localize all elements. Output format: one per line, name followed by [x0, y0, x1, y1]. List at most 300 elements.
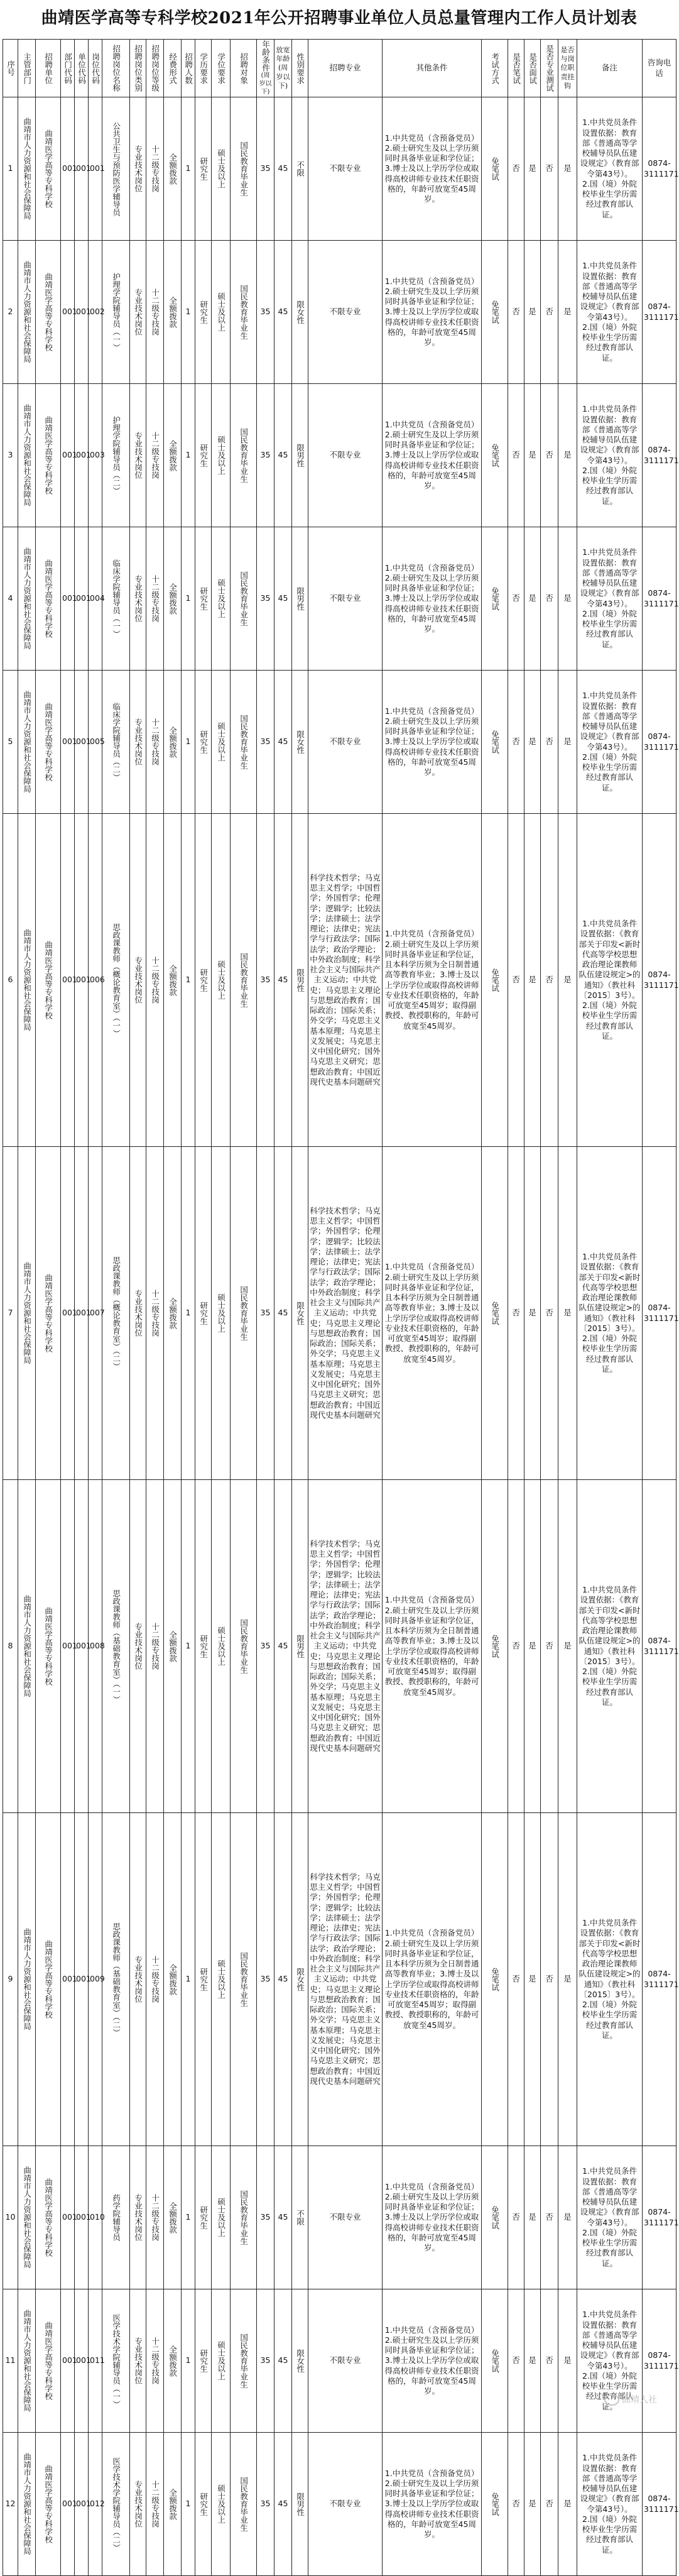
cell-phone: 0874-3111171: [643, 2433, 676, 2576]
cell-post-name: 护理学院辅导员（二）: [102, 384, 130, 527]
cell-other: 1.中共党员（含预备党员） 2.硕士研究生及以上学历须同时具备毕业证和学位证；3.博士及以上学历学位或取得高校讲师专业技术任职资格的，年龄可放宽至45周岁。: [383, 2289, 482, 2433]
cell-post-level: 十二级专技岗: [146, 527, 164, 671]
cell-post-level: 十二级专技岗: [146, 2146, 164, 2289]
cell-post-name: 护理学院辅导员（一）: [102, 241, 130, 384]
watermark: 曲靖人社: [604, 2393, 657, 2406]
header-edu: 学历要求: [195, 40, 212, 97]
cell-gender: 不限: [292, 2146, 308, 2289]
cell-major: 不限专业: [308, 97, 383, 241]
cell-age: 35: [257, 1147, 274, 1480]
cell-post-code: 007: [89, 1147, 102, 1480]
cell-edu: 研究生: [195, 2289, 212, 2433]
cell-count: 1: [182, 527, 195, 671]
cell-age: 35: [257, 2289, 274, 2433]
cell-major: 不限专业: [308, 2433, 383, 2576]
cell-post-code: 002: [89, 241, 102, 384]
header-jd: 是否与岗位职责挂钩: [558, 40, 577, 97]
cell-interview: 是: [524, 2433, 541, 2576]
cell-unit: 曲靖医学高等专科学校: [36, 814, 61, 1147]
header-seq: 序号: [3, 40, 18, 97]
cell-major: 不限专业: [308, 2289, 383, 2433]
cell-dept: 曲靖市人力资源和社会保障局: [18, 2433, 36, 2576]
cell-written: 否: [508, 2289, 524, 2433]
cell-remark: 1.中共党员条件设置依据：教育部《普通高等学校辅导员队伍建设规定》（教育部令第43号）。 2.国（境）外院校毕业生学历需经过教育部认证。: [577, 2146, 643, 2289]
cell-gender: 限女性: [292, 241, 308, 384]
table-row: [3, 97, 676, 241]
cell-degree: 硕士及以上: [212, 527, 231, 671]
cell-fund: 全额拨款: [164, 527, 182, 671]
cell-fund: 全额拨款: [164, 1147, 182, 1480]
cell-phone: 0874-3111171: [643, 1480, 676, 1813]
cell-jd: 是: [558, 1147, 577, 1480]
header-age-relaxed: 放宽年龄(周岁以下): [274, 40, 292, 97]
cell-unit: 曲靖医学高等专科学校: [36, 241, 61, 384]
cell-dept-code: 001: [61, 241, 75, 384]
cell-post-type: 专业技术岗位: [130, 2433, 146, 2576]
cell-jd: 是: [558, 97, 577, 241]
cell-age-relaxed: 45: [274, 814, 292, 1147]
cell-post-name: 公共卫生与预防医学辅导员: [102, 97, 130, 241]
cell-written: 否: [508, 2146, 524, 2289]
cell-post-type: 专业技术岗位: [130, 527, 146, 671]
cell-written: 否: [508, 1147, 524, 1480]
cell-age: 35: [257, 384, 274, 527]
header-written: 是否笔试: [508, 40, 524, 97]
header-phone: 咨询电话: [643, 40, 676, 97]
chat-bubble-icon: [604, 2394, 619, 2406]
cell-fund: 全额拨款: [164, 814, 182, 1147]
cell-source: 国民教育毕业生: [231, 2433, 257, 2576]
cell-fund: 全额拨款: [164, 1480, 182, 1813]
cell-age-relaxed: 45: [274, 1480, 292, 1813]
cell-source: 国民教育毕业生: [231, 814, 257, 1147]
cell-age: 35: [257, 241, 274, 384]
cell-seq: 10: [3, 2146, 18, 2289]
cell-written: 否: [508, 97, 524, 241]
table-row: [3, 2289, 676, 2433]
cell-age: 35: [257, 814, 274, 1147]
cell-skill: 否: [541, 97, 558, 241]
cell-remark: 1.中共党员条件设置依据：教育部《普通高等学校辅导员队伍建设规定》（教育部令第43号）。 2.国（境）外院校毕业生学历需经过教育部认证。: [577, 527, 643, 671]
cell-dept-code: 001: [61, 97, 75, 241]
cell-written: 否: [508, 671, 524, 814]
cell-dept-code: 001: [61, 671, 75, 814]
header-post-code: 岗位代码: [89, 40, 102, 97]
header-degree: 学位要求: [212, 40, 231, 97]
cell-dept: 曲靖市人力资源和社会保障局: [18, 1813, 36, 2146]
cell-gender: 限女性: [292, 2289, 308, 2433]
cell-skill: 否: [541, 1480, 558, 1813]
cell-count: 1: [182, 814, 195, 1147]
cell-other: 1.中共党员（含预备党员） 2.硕士研究生及以上学历须同时具备毕业证和学位证；3.博士及以上学历学位或取得高校讲师专业技术任职资格的，年龄可放宽至45周岁。: [383, 97, 482, 241]
cell-degree: 硕士及以上: [212, 241, 231, 384]
cell-gender: 限男性: [292, 2433, 308, 2576]
cell-dept: 曲靖市人力资源和社会保障局: [18, 2146, 36, 2289]
cell-degree: 硕士及以上: [212, 2146, 231, 2289]
cell-phone: 0874-3111171: [643, 1147, 676, 1480]
cell-seq: 11: [3, 2289, 18, 2433]
cell-source: 国民教育毕业生: [231, 2146, 257, 2289]
cell-unit-code: 001: [75, 1147, 89, 1480]
cell-unit-code: 001: [75, 1813, 89, 2146]
cell-post-type: 专业技术岗位: [130, 384, 146, 527]
cell-interview: 是: [524, 384, 541, 527]
cell-major: 不限专业: [308, 527, 383, 671]
cell-post-code: 003: [89, 384, 102, 527]
cell-age-relaxed: 45: [274, 384, 292, 527]
cell-degree: 硕士及以上: [212, 384, 231, 527]
cell-seq: 4: [3, 527, 18, 671]
cell-edu: 研究生: [195, 814, 212, 1147]
cell-other: 1.中共党员（含预备党员） 2.硕士研究生及以上学历须同时具备毕业证和学位证；3.博士及以上学历学位或取得高校讲师专业技术任职资格的，年龄可放宽至45周岁。: [383, 241, 482, 384]
cell-degree: 硕士及以上: [212, 671, 231, 814]
cell-seq: 5: [3, 671, 18, 814]
cell-written: 否: [508, 1813, 524, 2146]
cell-post-type: 专业技术岗位: [130, 671, 146, 814]
cell-written: 否: [508, 384, 524, 527]
cell-other: 1.中共党员（含预备党员） 2.硕士研究生及以上学历须同时具备毕业证和学位证，且本科学历须为全日制普通高等教育毕业；3.博士及以上学历学位或取得高校讲师专业技术任职资格的，年龄可放宽至45周岁；取得副教授、教授职称的，年龄可放宽至45周岁。: [383, 1147, 482, 1480]
cell-unit: 曲靖医学高等专科学校: [36, 384, 61, 527]
cell-edu: 研究生: [195, 1480, 212, 1813]
cell-skill: 否: [541, 814, 558, 1147]
cell-source: 国民教育毕业生: [231, 1480, 257, 1813]
cell-age: 35: [257, 2146, 274, 2289]
cell-post-level: 十二级专技岗: [146, 671, 164, 814]
cell-post-code: 004: [89, 527, 102, 671]
cell-interview: 是: [524, 97, 541, 241]
cell-edu: 研究生: [195, 1147, 212, 1480]
cell-gender: 限女性: [292, 1147, 308, 1480]
cell-count: 1: [182, 2433, 195, 2576]
header-other: 其他条件: [383, 40, 482, 97]
cell-unit: 曲靖医学高等专科学校: [36, 1813, 61, 2146]
cell-exam: 免笔试: [482, 527, 508, 671]
cell-dept: 曲靖市人力资源和社会保障局: [18, 384, 36, 527]
cell-unit-code: 001: [75, 814, 89, 1147]
cell-post-name: 思政课教师（概论教育室）（一）: [102, 814, 130, 1147]
cell-post-level: 十二级专技岗: [146, 1147, 164, 1480]
cell-post-level: 十二级专技岗: [146, 241, 164, 384]
cell-interview: 是: [524, 241, 541, 384]
cell-seq: 8: [3, 1480, 18, 1813]
cell-jd: 是: [558, 2146, 577, 2289]
cell-post-level: 十二级专技岗: [146, 1813, 164, 2146]
cell-post-type: 专业技术岗位: [130, 97, 146, 241]
cell-age-relaxed: 45: [274, 1813, 292, 2146]
recruitment-plan-table: [3, 39, 679, 2576]
cell-seq: 12: [3, 2433, 18, 2576]
cell-post-code: 012: [89, 2433, 102, 2576]
cell-post-name: 医学技术学院辅导员（二）: [102, 2433, 130, 2576]
cell-gender: 限男性: [292, 814, 308, 1147]
cell-count: 1: [182, 97, 195, 241]
table-row: [3, 2433, 676, 2576]
cell-jd: 是: [558, 2433, 577, 2576]
cell-exam: 免笔试: [482, 1480, 508, 1813]
cell-degree: 硕士及以上: [212, 1147, 231, 1480]
header-dept: 主管部门: [18, 40, 36, 97]
cell-age: 35: [257, 1480, 274, 1813]
cell-fund: 全额拨款: [164, 1813, 182, 2146]
cell-remark: 1.中共党员条件设置依据：《教育部关于印发<新时代高等学校思想政治理论课教师队伍建设规定>的通知》（教社科〔2015〕3号）。 2.国（境）外院校毕业生学历需经过教育部认证。: [577, 814, 643, 1147]
cell-degree: 硕士及以上: [212, 1480, 231, 1813]
cell-count: 1: [182, 241, 195, 384]
cell-seq: 2: [3, 241, 18, 384]
cell-jd: 是: [558, 1813, 577, 2146]
cell-exam: 免笔试: [482, 671, 508, 814]
cell-phone: 0874-3111171: [643, 814, 676, 1147]
table-row: [3, 671, 676, 814]
cell-edu: 研究生: [195, 241, 212, 384]
cell-dept: 曲靖市人力资源和社会保障局: [18, 2289, 36, 2433]
cell-exam: 免笔试: [482, 2433, 508, 2576]
cell-edu: 研究生: [195, 97, 212, 241]
cell-degree: 硕士及以上: [212, 814, 231, 1147]
header-source: 招聘对象: [231, 40, 257, 97]
cell-dept-code: 001: [61, 384, 75, 527]
cell-age: 35: [257, 671, 274, 814]
cell-major: 不限专业: [308, 384, 383, 527]
cell-age: 35: [257, 97, 274, 241]
cell-degree: 硕士及以上: [212, 2433, 231, 2576]
cell-written: 否: [508, 1480, 524, 1813]
cell-phone: 0874-3111171: [643, 384, 676, 527]
cell-fund: 全额拨款: [164, 241, 182, 384]
header-age: 年龄条件 (周岁以下): [257, 40, 274, 97]
header-remark: 备注: [577, 40, 643, 97]
cell-post-name: 思政课教师（概论教育室）（二）: [102, 1147, 130, 1480]
cell-post-level: 十二级专技岗: [146, 2289, 164, 2433]
cell-post-code: 006: [89, 814, 102, 1147]
header-post-name: 招聘岗位名称: [102, 40, 130, 97]
cell-count: 1: [182, 2289, 195, 2433]
cell-major: 不限专业: [308, 241, 383, 384]
cell-dept: 曲靖市人力资源和社会保障局: [18, 814, 36, 1147]
table-row: [3, 384, 676, 527]
cell-skill: 否: [541, 384, 558, 527]
cell-source: 国民教育毕业生: [231, 1813, 257, 2146]
cell-post-type: 专业技术岗位: [130, 1813, 146, 2146]
cell-post-type: 专业技术岗位: [130, 1147, 146, 1480]
header-exam: 考试方式: [482, 40, 508, 97]
cell-age-relaxed: 45: [274, 2433, 292, 2576]
cell-unit-code: 001: [75, 97, 89, 241]
cell-count: 1: [182, 384, 195, 527]
header-unit-code: 单位代码: [75, 40, 89, 97]
cell-fund: 全额拨款: [164, 97, 182, 241]
cell-dept: 曲靖市人力资源和社会保障局: [18, 1480, 36, 1813]
cell-age-relaxed: 45: [274, 97, 292, 241]
cell-degree: 硕士及以上: [212, 2289, 231, 2433]
cell-unit: 曲靖医学高等专科学校: [36, 2433, 61, 2576]
cell-post-name: 临床学院辅导员（一）: [102, 527, 130, 671]
cell-dept-code: 001: [61, 2433, 75, 2576]
cell-source: 国民教育毕业生: [231, 1147, 257, 1480]
header-post-type: 招聘岗位类别: [130, 40, 146, 97]
cell-post-code: 008: [89, 1480, 102, 1813]
cell-post-name: 思政课教师（基础教育室）（二）: [102, 1813, 130, 2146]
cell-unit-code: 001: [75, 2146, 89, 2289]
cell-fund: 全额拨款: [164, 2146, 182, 2289]
header-unit: 招聘单位: [36, 40, 61, 97]
cell-source: 国民教育毕业生: [231, 384, 257, 527]
cell-dept: 曲靖市人力资源和社会保障局: [18, 1147, 36, 1480]
cell-unit-code: 001: [75, 2433, 89, 2576]
cell-exam: 免笔试: [482, 1813, 508, 2146]
cell-dept: 曲靖市人力资源和社会保障局: [18, 97, 36, 241]
cell-jd: 是: [558, 671, 577, 814]
cell-post-type: 专业技术岗位: [130, 814, 146, 1147]
cell-unit-code: 001: [75, 2289, 89, 2433]
header-skill: 是否专业测试: [541, 40, 558, 97]
cell-phone: 0874-3111171: [643, 671, 676, 814]
cell-interview: 是: [524, 2146, 541, 2289]
cell-phone: 0874-3111171: [643, 241, 676, 384]
cell-dept-code: 001: [61, 1147, 75, 1480]
cell-other: 1.中共党员（含预备党员） 2.硕士研究生及以上学历须同时具备毕业证和学位证；3.博士及以上学历学位或取得高校讲师专业技术任职资格的，年龄可放宽至45周岁。: [383, 527, 482, 671]
header-count: 招聘人数: [182, 40, 195, 97]
cell-exam: 免笔试: [482, 2289, 508, 2433]
cell-post-code: 010: [89, 2146, 102, 2289]
cell-gender: 限女性: [292, 671, 308, 814]
table-header-row: [3, 40, 676, 97]
cell-remark: 1.中共党员条件设置依据：教育部《普通高等学校辅导员队伍建设规定》（教育部令第43号）。 2.国（境）外院校毕业生学历需经过教育部认证。: [577, 97, 643, 241]
cell-other: 1.中共党员（含预备党员） 2.硕士研究生及以上学历须同时具备毕业证和学位证；3.博士及以上学历学位或取得高校讲师专业技术任职资格的，年龄可放宽至45周岁。: [383, 671, 482, 814]
cell-dept: 曲靖市人力资源和社会保障局: [18, 241, 36, 384]
cell-exam: 免笔试: [482, 384, 508, 527]
cell-other: 1.中共党员（含预备党员） 2.硕士研究生及以上学历须同时具备毕业证和学位证，且本科学历须为全日制普通高等教育毕业；3.博士及以上学历学位或取得高校讲师专业技术任职资格的，年龄可放宽至45周岁；取得副教授、教授职称的，年龄可放宽至45周岁。: [383, 1480, 482, 1813]
cell-count: 1: [182, 1147, 195, 1480]
cell-source: 国民教育毕业生: [231, 2289, 257, 2433]
cell-written: 否: [508, 527, 524, 671]
cell-age-relaxed: 45: [274, 241, 292, 384]
cell-dept: 曲靖市人力资源和社会保障局: [18, 527, 36, 671]
cell-post-level: 十二级专技岗: [146, 97, 164, 241]
cell-skill: 否: [541, 1813, 558, 2146]
cell-post-level: 十二级专技岗: [146, 1480, 164, 1813]
cell-unit-code: 001: [75, 527, 89, 671]
cell-gender: 限男性: [292, 527, 308, 671]
table-row: [3, 241, 676, 384]
cell-interview: 是: [524, 671, 541, 814]
cell-interview: 是: [524, 1147, 541, 1480]
cell-remark: 1.中共党员条件设置依据：《教育部关于印发<新时代高等学校思想政治理论课教师队伍建设规定>的通知》（教社科〔2015〕3号）。 2.国（境）外院校毕业生学历需经过教育部认证。: [577, 1480, 643, 1813]
cell-written: 否: [508, 2433, 524, 2576]
cell-age-relaxed: 45: [274, 1147, 292, 1480]
cell-phone: 0874-3111171: [643, 1813, 676, 2146]
cell-seq: 7: [3, 1147, 18, 1480]
cell-post-name: 医学技术学院辅导员（一）: [102, 2289, 130, 2433]
cell-remark: 1.中共党员条件设置依据：教育部《普通高等学校辅导员队伍建设规定》（教育部令第43号）。 2.国（境）外院校毕业生学历需经过教育部认证。: [577, 384, 643, 527]
table-row: [3, 1813, 676, 2146]
cell-skill: 否: [541, 2146, 558, 2289]
cell-jd: 是: [558, 241, 577, 384]
cell-skill: 否: [541, 1147, 558, 1480]
table-row: [3, 527, 676, 671]
cell-interview: 是: [524, 1480, 541, 1813]
cell-skill: 否: [541, 241, 558, 384]
document-title: 曲靖医学高等专科学校2021年公开招聘事业单位人员总量管理内工作人员计划表: [41, 9, 638, 28]
cell-source: 国民教育毕业生: [231, 527, 257, 671]
cell-interview: 是: [524, 527, 541, 671]
cell-seq: 1: [3, 97, 18, 241]
cell-unit: 曲靖医学高等专科学校: [36, 527, 61, 671]
cell-age: 35: [257, 527, 274, 671]
cell-degree: 硕士及以上: [212, 97, 231, 241]
header-fund: 经费形式: [164, 40, 182, 97]
cell-degree: 硕士及以上: [212, 1813, 231, 2146]
cell-post-name: 思政课教师（基础教育室）（一）: [102, 1480, 130, 1813]
cell-edu: 研究生: [195, 527, 212, 671]
cell-post-code: 009: [89, 1813, 102, 2146]
cell-unit: 曲靖医学高等专科学校: [36, 2146, 61, 2289]
cell-exam: 免笔试: [482, 1147, 508, 1480]
cell-skill: 否: [541, 2289, 558, 2433]
cell-unit-code: 001: [75, 1480, 89, 1813]
cell-unit: 曲靖医学高等专科学校: [36, 2289, 61, 2433]
cell-jd: 是: [558, 527, 577, 671]
cell-unit-code: 001: [75, 671, 89, 814]
cell-source: 国民教育毕业生: [231, 97, 257, 241]
cell-skill: 否: [541, 527, 558, 671]
cell-post-type: 专业技术岗位: [130, 2289, 146, 2433]
header-major: 招聘专业: [308, 40, 383, 97]
cell-unit-code: 001: [75, 241, 89, 384]
cell-edu: 研究生: [195, 384, 212, 527]
cell-major: 科学技术哲学；马克思主义哲学；中国哲学；外国哲学；伦理学；逻辑学；比较法学；法律硕士；法学理论；法律史；宪法学与行政法学；国际法学；政治学理论；中外政治制度；科学社会主义与国际共产主义运动；中共党史；马克思主义理论与思想政治教育；国际政治；国际关系；外交学；马克思主义基本原理；马克思主义发展史；马克思主义中国化研究；国外马克思主义研究；思想政治教育；中国近现代史基本问题研究: [308, 814, 383, 1147]
cell-unit: 曲靖医学高等专科学校: [36, 1147, 61, 1480]
cell-fund: 全额拨款: [164, 384, 182, 527]
cell-age-relaxed: 45: [274, 2289, 292, 2433]
cell-post-level: 十二级专技岗: [146, 814, 164, 1147]
cell-jd: 是: [558, 814, 577, 1147]
cell-phone: 0874-3111171: [643, 2289, 676, 2433]
cell-dept-code: 001: [61, 2146, 75, 2289]
cell-gender: 不限: [292, 97, 308, 241]
cell-fund: 全额拨款: [164, 2433, 182, 2576]
cell-age-relaxed: 45: [274, 2146, 292, 2289]
cell-other: 1.中共党员（含预备党员） 2.硕士研究生及以上学历须同时具备毕业证和学位证，且本科学历须为全日制普通高等教育毕业；3.博士及以上学历学位或取得高校讲师专业技术任职资格的，年龄可放宽至45周岁；取得副教授、教授职称的，年龄可放宽至45周岁。: [383, 814, 482, 1147]
cell-major: 不限专业: [308, 2146, 383, 2289]
header-dept-code: 部门代码: [61, 40, 75, 97]
cell-gender: 限男性: [292, 384, 308, 527]
cell-post-level: 十二级专技岗: [146, 2433, 164, 2576]
cell-unit-code: 001: [75, 384, 89, 527]
table-row: [3, 814, 676, 1147]
cell-remark: 1.中共党员条件设置依据：教育部《普通高等学校辅导员队伍建设规定》（教育部令第43号）。 2.国（境）外院校毕业生学历需经过教育部认证。: [577, 2289, 643, 2433]
cell-post-name: 临床学院辅导员（二）: [102, 671, 130, 814]
cell-skill: 否: [541, 2433, 558, 2576]
cell-dept-code: 001: [61, 1480, 75, 1813]
cell-post-level: 十二级专技岗: [146, 384, 164, 527]
cell-major: 科学技术哲学；马克思主义哲学；中国哲学；外国哲学；伦理学；逻辑学；比较法学；法律硕士；法学理论；法律史；宪法学与行政法学；国际法学；政治学理论；中外政治制度；科学社会主义与国际共产主义运动；中共党史；马克思主义理论与思想政治教育；国际政治；国际关系；外交学；马克思主义基本原理；马克思主义发展史；马克思主义中国化研究；国外马克思主义研究；思想政治教育；中国近现代史基本问题研究: [308, 1813, 383, 2146]
cell-age: 35: [257, 2433, 274, 2576]
cell-major: 科学技术哲学；马克思主义哲学；中国哲学；外国哲学；伦理学；逻辑学；比较法学；法律硕士；法学理论；法律史；宪法学与行政法学；国际法学；政治学理论；中外政治制度；科学社会主义与国际共产主义运动；中共党史；马克思主义理论与思想政治教育；国际政治；国际关系；外交学；马克思主义基本原理；马克思主义发展史；马克思主义中国化研究；国外马克思主义研究；思想政治教育；中国近现代史基本问题研究: [308, 1147, 383, 1480]
cell-count: 1: [182, 2146, 195, 2289]
cell-unit: 曲靖医学高等专科学校: [36, 97, 61, 241]
cell-interview: 是: [524, 1813, 541, 2146]
cell-phone: 0874-3111171: [643, 97, 676, 241]
table-row: [3, 1147, 676, 1480]
cell-seq: 3: [3, 384, 18, 527]
cell-post-name: 药学院辅导员: [102, 2146, 130, 2289]
cell-written: 否: [508, 814, 524, 1147]
cell-age-relaxed: 45: [274, 527, 292, 671]
cell-dept-code: 001: [61, 1813, 75, 2146]
cell-post-code: 005: [89, 671, 102, 814]
cell-post-code: 011: [89, 2289, 102, 2433]
cell-unit: 曲靖医学高等专科学校: [36, 1480, 61, 1813]
